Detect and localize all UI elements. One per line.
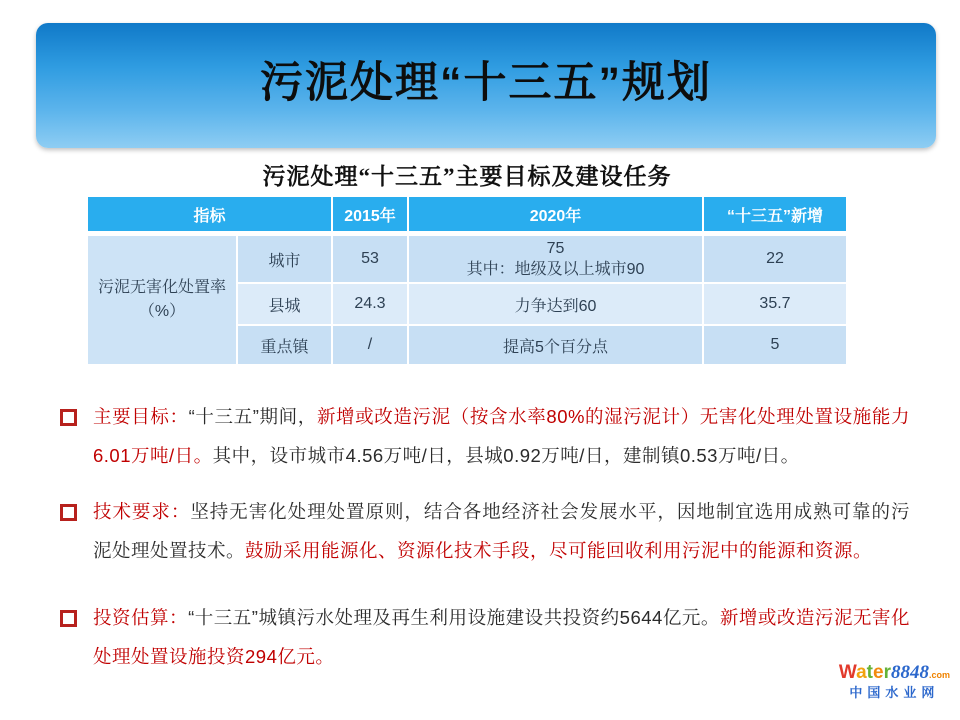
col-header-added: “十三五”新增 bbox=[704, 197, 846, 234]
square-bullet-icon bbox=[60, 409, 77, 426]
cell-2020-town: 提高5个百分点 bbox=[409, 326, 702, 364]
bullet-tech-requirements-text: 技术要求：坚持无害化处理处置原则，结合各地经济社会发展水平，因地制宜选用成熟可靠的污泥处理处置技术。鼓励采用能源化、资源化技术手段，尽可能回收利用污泥中的能源和资源。 bbox=[93, 501, 910, 561]
water8848-logo bbox=[839, 663, 950, 699]
row-label-line2: （%） bbox=[138, 303, 186, 320]
square-bullet-icon bbox=[60, 504, 77, 521]
bullet-investment-estimate bbox=[60, 598, 910, 676]
logo-tld: .com bbox=[928, 670, 950, 680]
col-header-2020: 2020年 bbox=[409, 197, 702, 234]
cell-area-town: 重点镇 bbox=[238, 326, 331, 364]
logo-water-letters: Water bbox=[838, 662, 891, 683]
cell-2015-town: / bbox=[333, 326, 407, 364]
cell-2020-city-line2: 其中：地级及以上城市90 bbox=[466, 261, 645, 278]
cell-added-county: 35.7 bbox=[704, 284, 846, 324]
col-header-2015: 2015年 bbox=[333, 197, 407, 234]
cell-area-county: 县城 bbox=[238, 284, 331, 324]
logo-number: 8848 bbox=[890, 662, 929, 683]
title-banner bbox=[36, 23, 936, 148]
cell-area-city: 城市 bbox=[238, 236, 331, 282]
table-caption: 污泥处理“十三五”主要目标及建设任务 bbox=[262, 164, 672, 189]
cell-added-town: 5 bbox=[704, 326, 846, 364]
cell-added-city: 22 bbox=[704, 236, 846, 282]
bullet-main-goal-text: 主要目标：“十三五”期间，新增或改造污泥（按含水率80%的湿污泥计）无害化处理处置设施能力6.01万吨/日。其中，设市城市4.56万吨/日，县城0.92万吨/日，建制镇0.53万吨/日。 bbox=[93, 406, 911, 466]
bullet-tech-requirements bbox=[60, 492, 910, 570]
cell-2015-city: 53 bbox=[333, 236, 407, 282]
slide-title: 污泥处理“十三五”规划 bbox=[260, 59, 712, 107]
cell-2020-city bbox=[409, 236, 702, 282]
bullet-investment-estimate-text: 投资估算：“十三五”城镇污水处理及再生利用设施建设共投资约5644亿元。新增或改造污泥无害化处理处置设施投资294亿元。 bbox=[93, 607, 910, 667]
logo-subtitle: 中国水业网 bbox=[849, 685, 940, 700]
cell-2015-county: 24.3 bbox=[333, 284, 407, 324]
row-label-disposal-rate bbox=[88, 236, 236, 364]
col-header-indicator: 指标 bbox=[88, 197, 331, 234]
cell-2020-city-line1: 75 bbox=[546, 240, 565, 257]
row-label-line1: 污泥无害化处置率 bbox=[97, 279, 226, 296]
logo-wordmark bbox=[839, 663, 950, 682]
targets-table bbox=[88, 197, 846, 364]
cell-2020-county: 力争达到60 bbox=[409, 284, 702, 324]
bullet-main-goal bbox=[60, 397, 910, 475]
square-bullet-icon bbox=[60, 610, 77, 627]
